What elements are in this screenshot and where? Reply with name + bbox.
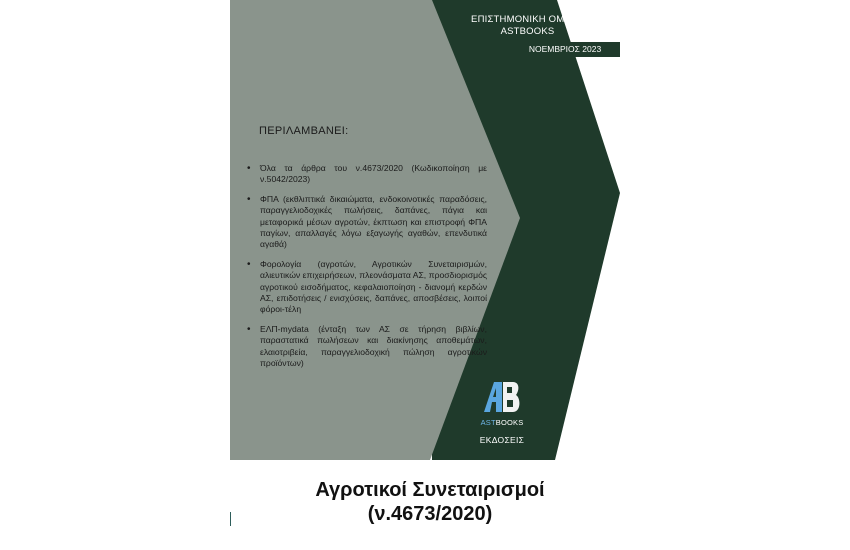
publisher-group [440,14,615,38]
contents-item: • ΦΠΑ (εκθλιπτικά δικαιώματα, ενδοκοινοτικές παραδόσεις, παραγγελιοδοχικές πωλήσεις, δαπάνες, πάγια και μεταφορικά μέσων αγροτών, έκπτωση και επιστροφή ΦΠΑ παγίων, απαλλαγές λόγω εξαγωγής αγαθών, επενδυτικά αγαθά) [247,194,487,251]
contents-item: • Φορολογία (αγροτών, Αγροτικών Συνεταιρισμών, αλιευτικών επιχειρήσεων, πλεονάσματα ΑΣ, προσδιορισμός αγροτικού εισοδήματος, κεφαλαιοποίηση - διανομή κερδών ΑΣ, επιδοτήσεις / ενισχύσεις, δαπάνες, αποσβέσεις, λοιποί φόροι-τέλη [247,259,487,316]
date-badge: ΝΟΕΜΒΡΙΟΣ 2023 [510,42,620,57]
ab-logo-mark [482,382,522,412]
book-title [230,478,630,526]
publisher-logo [472,382,532,445]
logo-word-ast: AST [480,418,496,427]
title-line-law: (ν.4673/2020) [367,503,493,525]
logo-wordmark [472,418,532,427]
publisher-group-line2: ASTBOOKS [500,26,555,37]
contents-list [247,163,487,370]
contents-item: • ΕΛΠ-mydata (ένταξη των ΑΣ σε τήρηση βιβλίων, παραστατικά πωλήσεων και διακίνησης αποθεμάτων, ελαιοτριβεία, παραγγελιοδοχική πώληση αγροτικών προϊόντων) [247,324,487,370]
logo-word-books: BOOKS [495,418,524,427]
publisher-group-line1: ΕΠΙΣΤΗΜΟΝΙΚΗ ΟΜΑΔΑ [471,14,584,25]
contents-heading: ΠΕΡΙΛΑΜΒΑΝΕΙ: [259,125,349,137]
title-line-main: Αγροτικοί Συνεταιρισμοί [315,479,545,501]
logo-subtitle: ΕΚΔΟΣΕΙΣ [479,435,525,445]
contents-item: • Όλα τα άρθρα του ν.4673/2020 (Κωδικοποίηση με ν.5042/2023) [247,163,487,186]
contents-section [247,125,487,378]
